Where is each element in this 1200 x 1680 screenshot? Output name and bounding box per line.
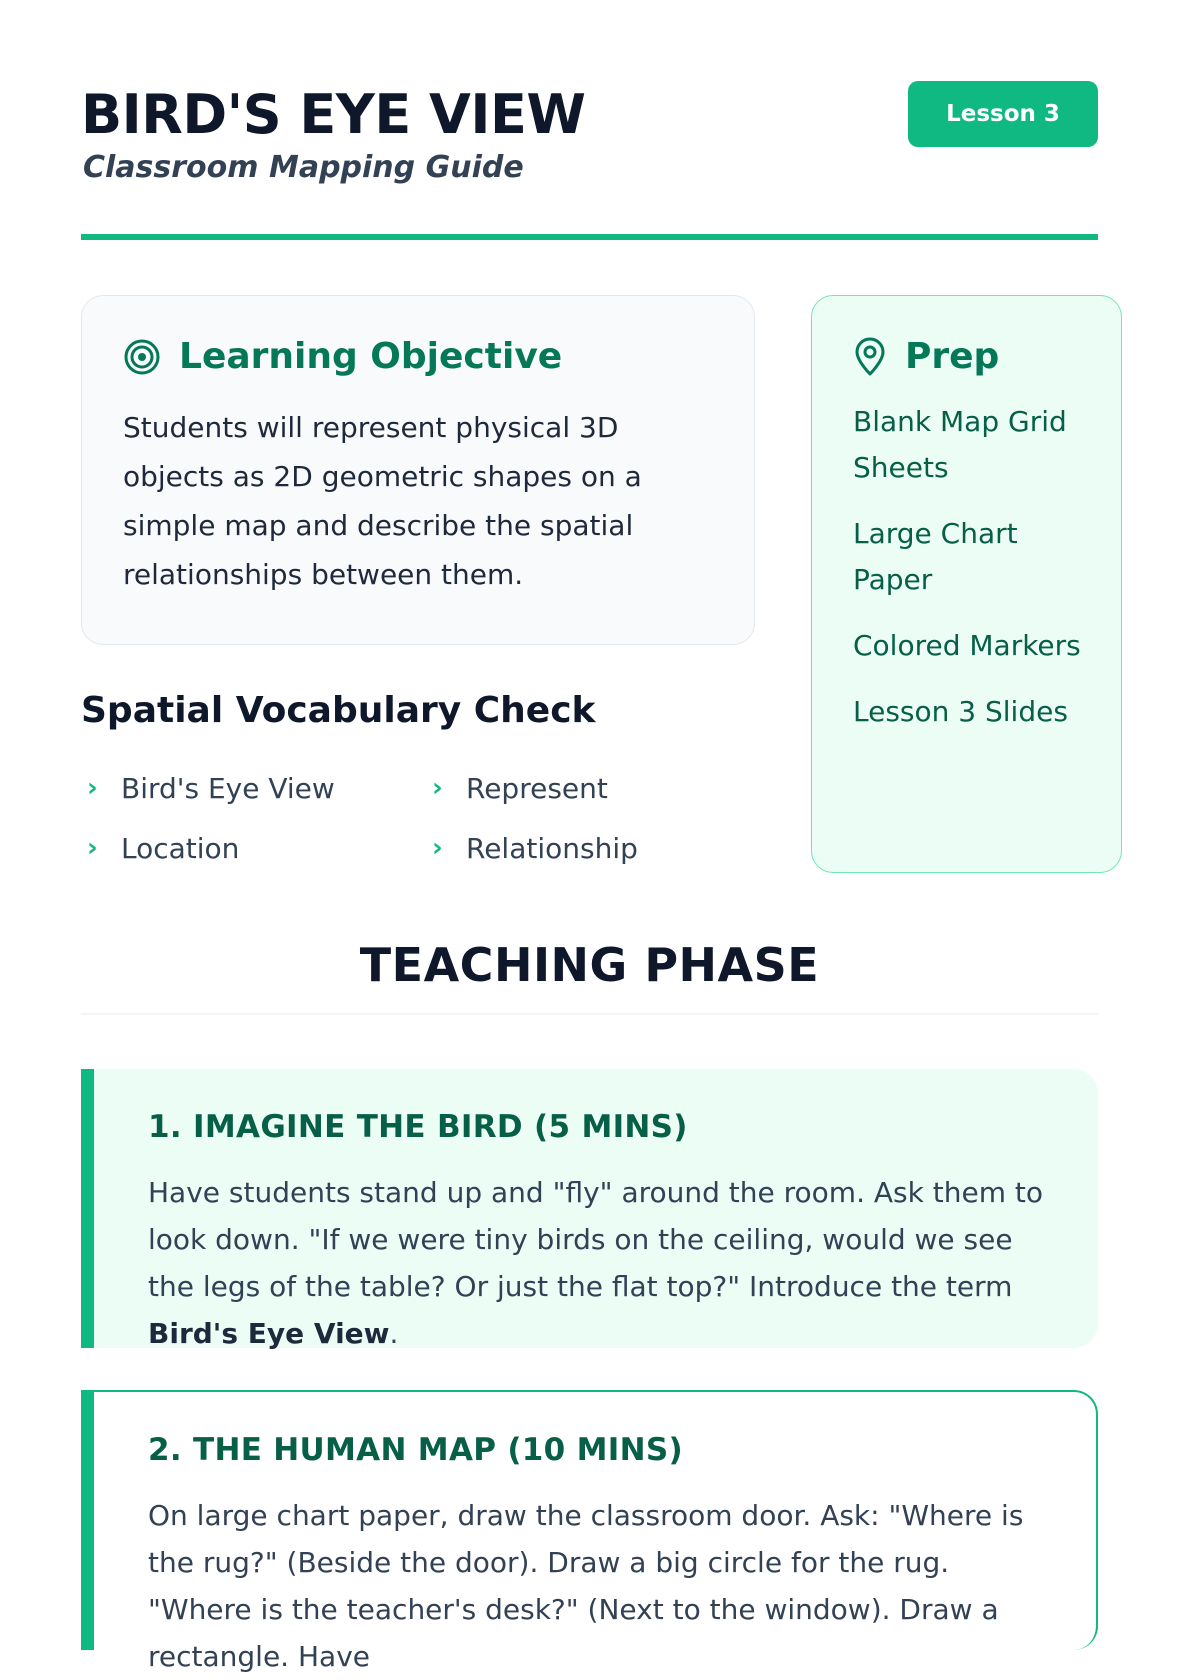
key-term: Bird's Eye View — [148, 1317, 390, 1350]
page-title: BIRD'S EYE VIEW — [81, 83, 586, 146]
map-pin-icon — [853, 337, 887, 377]
prep-card — [811, 295, 1122, 873]
page-header — [81, 80, 1098, 240]
vocabulary-term: Bird's Eye View — [121, 771, 335, 805]
header-divider — [81, 234, 1098, 240]
target-icon — [123, 338, 161, 376]
step-title: 2. THE HUMAN MAP (10 MINS) — [148, 1432, 683, 1468]
page-subtitle: Classroom Mapping Guide — [83, 150, 524, 185]
vocabulary-term: Location — [121, 831, 240, 865]
prep-item: Colored Markers — [853, 629, 1081, 662]
learning-objective-card — [81, 295, 755, 645]
lesson-badge: Lesson 3 — [908, 81, 1098, 147]
learning-objective-heading — [123, 336, 714, 377]
chevron-right-icon: › — [87, 773, 98, 803]
step-title: 1. IMAGINE THE BIRD (5 MINS) — [148, 1109, 688, 1145]
step-text: Have students stand up and "fly" around the room. Ask them to look down. "If we were tiny birds on the ceiling, would we see the legs of the table? Or just the flat top?" Introduce the term — [148, 1176, 1043, 1303]
step-card — [81, 1069, 1098, 1348]
prep-label: Prep — [905, 336, 1000, 377]
chevron-right-icon: › — [432, 833, 443, 863]
prep-heading — [853, 336, 1091, 377]
step-text-end: . — [389, 1317, 399, 1350]
chevron-right-icon: › — [87, 833, 98, 863]
prep-list — [853, 399, 1091, 735]
vocabulary-heading: Spatial Vocabulary Check — [81, 690, 596, 731]
teaching-phase-divider — [81, 1013, 1098, 1015]
vocabulary-item — [426, 770, 755, 806]
chevron-right-icon: › — [432, 773, 443, 803]
prep-item: Large Chart Paper — [853, 517, 1018, 596]
vocabulary-term: Represent — [466, 771, 608, 805]
step-body: On large chart paper, draw the classroom door. Ask: "Where is the rug?" (Beside the door). Draw a big circle for the rug. "Where is the teacher's desk?" (Next to the window). Draw a rectangle. Have — [148, 1499, 1024, 1673]
vocabulary-item — [426, 830, 755, 866]
learning-objective-text: Students will represent physical 3D objects as 2D geometric shapes on a simple map and describe the spatial relationships between them. — [123, 411, 642, 591]
prep-item: Blank Map Grid Sheets — [853, 405, 1067, 484]
vocabulary-list — [81, 770, 755, 866]
step-card — [81, 1390, 1098, 1673]
learning-objective-label: Learning Objective — [179, 336, 563, 377]
vocabulary-term: Relationship — [466, 831, 638, 865]
teaching-phase-heading: TEACHING PHASE — [359, 938, 820, 992]
vocabulary-item — [81, 770, 426, 806]
vocabulary-item — [81, 830, 426, 866]
prep-item: Lesson 3 Slides — [853, 695, 1068, 728]
step-body — [148, 1169, 1048, 1357]
